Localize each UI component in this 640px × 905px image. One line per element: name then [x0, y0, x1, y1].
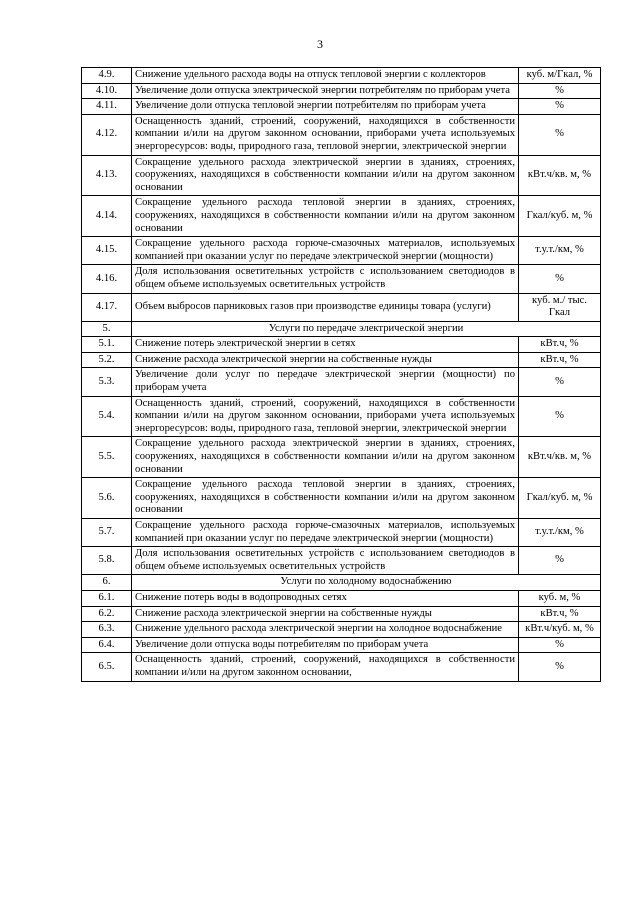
table-row [82, 265, 601, 293]
section-row [82, 575, 601, 591]
indicator-name: Увеличение доли услуг по передаче электрической энергии (мощности) по приборам учета [132, 368, 519, 396]
unit-of-measure: % [519, 368, 601, 396]
row-number: 5.4. [82, 396, 132, 437]
row-number: 5.5. [82, 437, 132, 478]
table-row [82, 396, 601, 437]
unit-of-measure: т.у.т./км, % [519, 237, 601, 265]
indicators-table-body [82, 68, 601, 682]
indicator-name: Сокращение удельного расхода электрической энергии в зданиях, строениях, сооружениях, находящихся в собственности компании и/или на другом законном основании [132, 155, 519, 196]
table-row [82, 653, 601, 681]
indicator-name: Сокращение удельного расхода горюче-смазочных материалов, используемых компанией при оказании услуг по передаче электрической энергии (мощности) [132, 237, 519, 265]
row-number: 6.2. [82, 606, 132, 622]
table-row [82, 68, 601, 84]
indicator-name: Объем выбросов парниковых газов при производстве единицы товара (услуги) [132, 293, 519, 321]
indicator-name: Увеличение доли отпуска электрической энергии потребителям по приборам учета [132, 83, 519, 99]
unit-of-measure: куб. м/Гкал, % [519, 68, 601, 84]
indicator-name: Сокращение удельного расхода тепловой энергии в зданиях, строениях, сооружениях, находящихся в собственности компании и/или на другом законном основании [132, 196, 519, 237]
unit-of-measure: кВт.ч, % [519, 337, 601, 353]
table-row [82, 519, 601, 547]
section-title: Услуги по холодному водоснабжению [132, 575, 601, 591]
indicator-name: Снижение расхода электрической энергии на собственные нужды [132, 606, 519, 622]
table-row [82, 237, 601, 265]
table-row [82, 547, 601, 575]
table-row [82, 622, 601, 638]
section-row [82, 321, 601, 337]
page-number: 3 [317, 37, 323, 51]
indicator-name: Оснащенность зданий, строений, сооружений, находящихся в собственности компании и/или на другом законном основании, [132, 653, 519, 681]
row-number: 4.12. [82, 114, 132, 155]
row-number: 6.3. [82, 622, 132, 638]
unit-of-measure: куб. м, % [519, 590, 601, 606]
row-number: 5.6. [82, 478, 132, 519]
row-number: 6.4. [82, 637, 132, 653]
unit-of-measure: куб. м./ тыс. Гкал [519, 293, 601, 321]
row-number: 4.14. [82, 196, 132, 237]
unit-of-measure: кВт.ч/куб. м, % [519, 622, 601, 638]
indicator-name: Сокращение удельного расхода тепловой энергии в зданиях, строениях, сооружениях, находящихся в собственности компании и/или на другом законном основании [132, 478, 519, 519]
unit-of-measure: % [519, 265, 601, 293]
unit-of-measure: кВт.ч, % [519, 352, 601, 368]
unit-of-measure: % [519, 114, 601, 155]
indicator-name: Увеличение доли отпуска тепловой энергии потребителям по приборам учета [132, 99, 519, 115]
row-number: 5.1. [82, 337, 132, 353]
indicator-name: Снижение удельного расхода воды на отпуск тепловой энергии с коллекторов [132, 68, 519, 84]
table-row [82, 352, 601, 368]
row-number: 5. [82, 321, 132, 337]
row-number: 5.8. [82, 547, 132, 575]
unit-of-measure: % [519, 637, 601, 653]
section-title: Услуги по передаче электрической энергии [132, 321, 601, 337]
table-row [82, 637, 601, 653]
indicator-name: Оснащенность зданий, строений, сооружений, находящихся в собственности компании и/или на другом законном основании, приборами учета используемых энергоресурсов: воды, природного газа, тепловой энергии, электрической энергии [132, 396, 519, 437]
unit-of-measure: кВт.ч/кв. м, % [519, 155, 601, 196]
row-number: 4.10. [82, 83, 132, 99]
table-row [82, 478, 601, 519]
indicator-name: Оснащенность зданий, строений, сооружений, находящихся в собственности компании и/или на другом законном основании, приборами учета используемых энергоресурсов: воды, природного газа, тепловой энергии, электрической энергии [132, 114, 519, 155]
indicator-name: Снижение потерь воды в водопроводных сетях [132, 590, 519, 606]
unit-of-measure: Гкал/куб. м, % [519, 196, 601, 237]
indicator-name: Снижение потерь электрической энергии в сетях [132, 337, 519, 353]
unit-of-measure: кВт.ч, % [519, 606, 601, 622]
table-row [82, 606, 601, 622]
table-row [82, 99, 601, 115]
unit-of-measure: т.у.т./км, % [519, 519, 601, 547]
indicator-name: Сокращение удельного расхода горюче-смазочных материалов, используемых компанией при оказании услуг по передаче электрической энергии (мощности) [132, 519, 519, 547]
table-row [82, 155, 601, 196]
unit-of-measure: % [519, 547, 601, 575]
table-row [82, 337, 601, 353]
row-number: 5.2. [82, 352, 132, 368]
row-number: 6.5. [82, 653, 132, 681]
row-number: 4.13. [82, 155, 132, 196]
indicator-name: Сокращение удельного расхода электрической энергии в зданиях, строениях, сооружениях, находящихся в собственности компании и/или на другом законном основании [132, 437, 519, 478]
row-number: 6. [82, 575, 132, 591]
unit-of-measure: % [519, 396, 601, 437]
row-number: 4.17. [82, 293, 132, 321]
row-number: 5.3. [82, 368, 132, 396]
table-row [82, 196, 601, 237]
indicator-name: Доля использования осветительных устройств с использованием светодиодов в общем объеме используемых осветительных устройств [132, 547, 519, 575]
unit-of-measure: % [519, 83, 601, 99]
indicator-name: Увеличение доли отпуска воды потребителям по приборам учета [132, 637, 519, 653]
table-row [82, 293, 601, 321]
row-number: 6.1. [82, 590, 132, 606]
indicator-name: Снижение удельного расхода электрической энергии на холодное водоснабжение [132, 622, 519, 638]
table-row [82, 590, 601, 606]
indicator-name: Доля использования осветительных устройств с использованием светодиодов в общем объеме используемых осветительных устройств [132, 265, 519, 293]
unit-of-measure: кВт.ч/кв. м, % [519, 437, 601, 478]
table-row [82, 437, 601, 478]
table-row [82, 368, 601, 396]
table-row [82, 114, 601, 155]
row-number: 4.15. [82, 237, 132, 265]
unit-of-measure: Гкал/куб. м, % [519, 478, 601, 519]
row-number: 4.11. [82, 99, 132, 115]
indicators-table [81, 67, 601, 682]
row-number: 4.9. [82, 68, 132, 84]
indicator-name: Снижение расхода электрической энергии на собственные нужды [132, 352, 519, 368]
row-number: 4.16. [82, 265, 132, 293]
unit-of-measure: % [519, 99, 601, 115]
table-row [82, 83, 601, 99]
row-number: 5.7. [82, 519, 132, 547]
unit-of-measure: % [519, 653, 601, 681]
